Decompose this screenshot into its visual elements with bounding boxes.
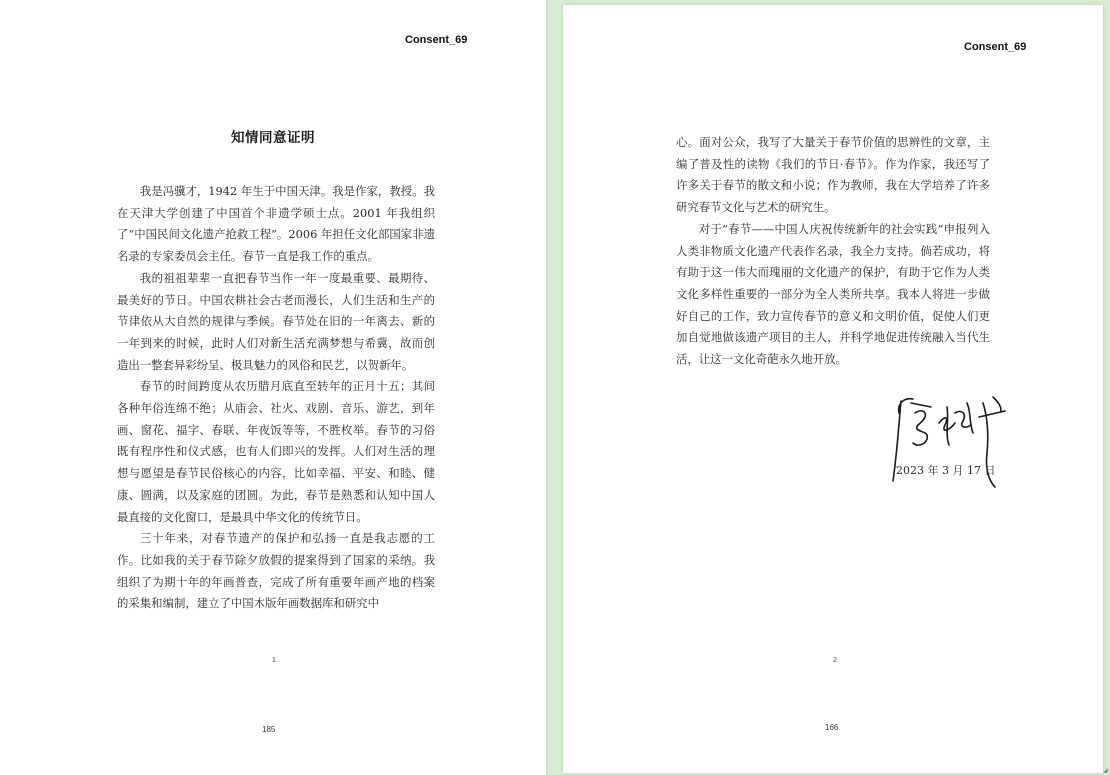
paragraph: 对于“春节——中国人庆祝传统新年的社会实践”申报列入人类非物质文化遗产代表作名录，我全力支持。倘若成功，将有助于这一伟大而瑰丽的文化遗产的保护，有助于它作为人类文化多样性重要的一部分为全人类所共享。我本人将进一步做好自己的工作，致力宣传春节的意义和文明价值，促使人们更加自觉地做该遗产项目的主人，并科学地促进传统融入当代生活，让这一文化奇葩永久地开放。: [676, 221, 990, 367]
page-number: 2: [833, 657, 837, 664]
folio-number: 166: [825, 723, 839, 732]
paragraph: 心。面对公众，我写了大量关于春节价值的思辨性的文章，主编了普及性的读物《我们的节日·春节》。作为作家，我还写了许多关于春节的散文和小说；作为教师，我在大学培养了许多研究春节文化与艺术的研究生。: [676, 135, 990, 215]
resize-grip-icon[interactable]: ◢: [1103, 767, 1108, 774]
folio-number: 185: [262, 725, 276, 734]
page-number: 1: [272, 657, 276, 664]
signature-date: 2023 年 3 月 17 日: [896, 464, 996, 477]
body-text: [117, 181, 435, 615]
document-page-right: [563, 5, 1103, 773]
document-page-left: [0, 0, 546, 775]
body-text: [676, 132, 990, 371]
consent-id-header: Consent_69: [405, 34, 468, 46]
paragraph: 我的祖祖辈辈一直把春节当作一年一度最重要、最期待、最美好的节日。中国农耕社会古老而漫长，人们生活和生产的节律依从大自然的规律与季候。春节处在旧的一年离去、新的一年到来的时候，此时人们对新生活充满梦想与希冀，故而创造出一整套异彩纷呈、极具魅力的风俗和民艺，以贺新年。: [117, 270, 435, 372]
consent-id-header: Consent_69: [964, 41, 1027, 53]
document-title: 知情同意证明: [231, 130, 315, 146]
paragraph: 三十年来，对春节遗产的保护和弘扬一直是我志愿的工作。比如我的关于春节除夕放假的提案得到了国家的采纳。我组织了为期十年的年画普查，完成了所有重要年画产地的档案的采集和编制，建立了中国木版年画数据库和研究中: [117, 531, 435, 611]
paragraph: 春节的时间跨度从农历腊月底直至转年的正月十五；其间各种年俗连绵不绝；从庙会、社火、戏剧、音乐、游艺，到年画、窗花、福字、春联、年夜饭等等，不胜枚举。春节的习俗既有程序性和仪式感，也有人们即兴的发挥。人们对生活的理想与愿望是春节民俗核心的内容，比如幸福、平安、和睦、健康、圆满，以及家庭的团圆。为此，春节是熟悉和认知中国人最直接的文化窗口，是最具中华文化的传统节日。: [117, 379, 435, 524]
paragraph: 我是冯骥才，1942 年生于中国天津。我是作家，教授。我在天津大学创建了中国首个非遗学硕士点。2001 年我组织了“中国民间文化遗产抢救工程”。2006 年担任文化部国家非遗名录的专家委员会主任。春节一直是我工作的重点。: [117, 184, 435, 264]
